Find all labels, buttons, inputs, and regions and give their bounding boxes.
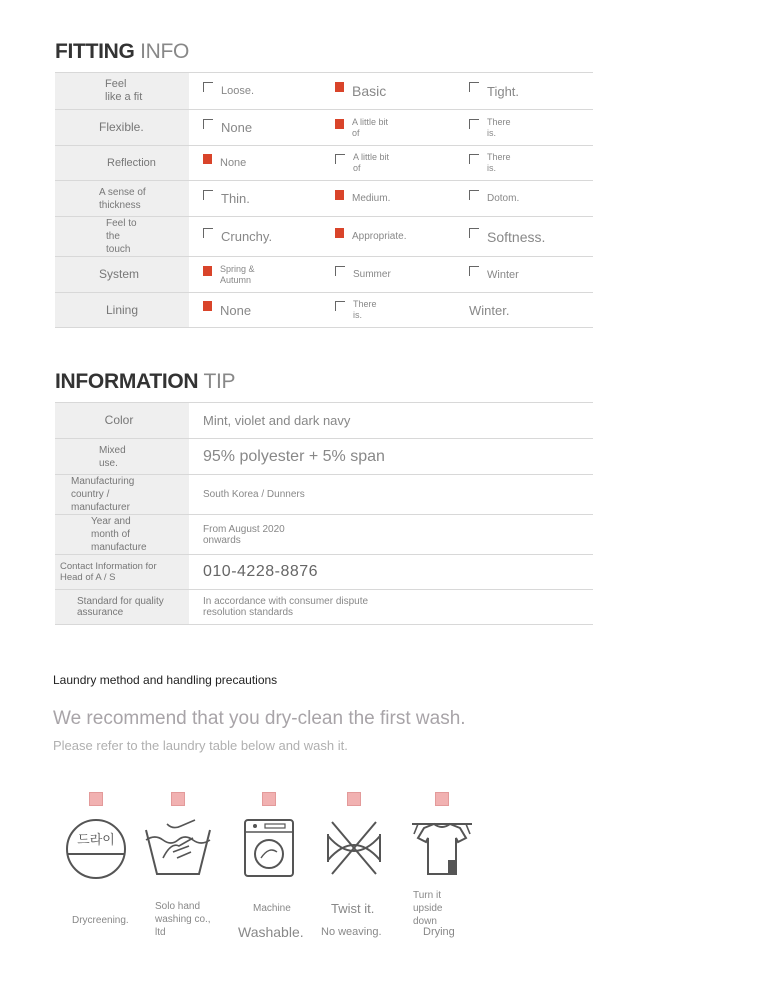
fitting-row [55,257,593,293]
info-label-date: Year and month of manufacture [55,515,189,555]
fitting-label-reflection: Reflection [55,146,189,181]
option-none[interactable]: None [189,120,323,135]
option-appropriate[interactable]: Appropriate. [323,231,457,242]
info-value-color: Mint, violet and dark navy [189,403,593,439]
checkbox-icon[interactable] [469,119,479,129]
hand-wash-icon [143,816,213,880]
info-row [55,475,593,515]
checkbox-checked-icon[interactable] [335,82,344,92]
info-value-manufacturer: South Korea / Dunners [189,475,593,515]
fitting-title-strong: FITTING [55,40,135,63]
checkbox-icon[interactable] [469,82,479,92]
washing-machine-icon [241,816,297,880]
laundry-refer: Please refer to the laundry table below and wash it. [53,738,348,753]
dry-clean-icon-text: 드라이 [77,833,115,848]
no-wring-icon [322,816,386,880]
option-there-is[interactable]: There is. [457,152,593,174]
care-label-dry-top: Turn it upside down [413,890,443,927]
fitting-row [55,73,593,110]
checkbox-icon[interactable] [203,190,213,200]
checkbox-icon[interactable] [203,228,213,238]
info-value-date: From August 2020 onwards [189,515,593,555]
care-hand-wash [138,792,218,880]
fitting-title-light: INFO [140,40,190,63]
checkbox-checked-icon[interactable] [203,266,212,276]
fitting-row [55,110,593,146]
checkbox-icon[interactable] [203,119,213,129]
option-medium[interactable]: Medium. [323,193,457,204]
checkbox-icon[interactable] [203,82,213,92]
fitting-row [55,293,593,328]
care-label-hand-wash: Solo hand washing co., ltd [155,901,211,938]
option-spring-autumn[interactable]: Spring & Autumn [189,264,323,286]
checkbox-icon[interactable] [469,266,479,276]
fitting-label-touch: Feel to the touch [55,217,189,257]
info-label-manufacturer: Manufacturing country / manufacturer [55,475,189,515]
checkbox-icon[interactable] [469,228,479,238]
care-marker [347,792,361,806]
info-row [55,403,593,439]
care-marker [262,792,276,806]
info-row [55,439,593,475]
checkbox-icon[interactable] [469,190,479,200]
option-summer[interactable]: Summer [323,269,457,280]
info-value-quality: In accordance with consumer dispute resolution standards [189,590,593,625]
option-basic[interactable]: Basic [323,83,457,99]
care-label-machine-bottom: Washable. [238,924,304,940]
care-marker [89,792,103,806]
info-label-quality: Standard for quality assurance [55,590,189,625]
care-label-twist-bottom: No weaving. [321,926,382,938]
option-a-little[interactable]: A little bit of [323,152,457,174]
fitting-label-lining: Lining [55,293,189,328]
checkbox-icon[interactable] [335,301,345,311]
option-loose[interactable]: Loose. [189,85,323,97]
laundry-heading: Laundry method and handling precautions [53,673,278,687]
info-title-strong: INFORMATION [55,370,199,393]
fitting-row [55,146,593,181]
care-label-machine-top: Machine [253,903,291,914]
fitting-label-fit: Feel like a fit [55,73,189,110]
option-winter-lining[interactable]: Winter. [469,302,510,318]
fitting-info-title [55,40,189,64]
hang-dry-icon [410,816,474,880]
fitting-label-flexible: Flexible. [55,110,189,146]
checkbox-checked-icon[interactable] [335,228,344,238]
care-hang-dry [402,792,482,880]
fitting-label-thickness: A sense of thickness [55,181,189,217]
checkbox-icon[interactable] [335,266,345,276]
checkbox-icon[interactable] [335,154,345,164]
info-row [55,555,593,590]
info-label-mixed-use: Mixed use. [55,439,189,475]
care-label-drycleaning: Drycreening. [72,915,129,926]
fitting-row [55,181,593,217]
care-marker [435,792,449,806]
option-tight[interactable]: Tight. [457,84,593,99]
care-label-dry-bottom: Drying [423,926,455,938]
information-table [55,402,593,625]
checkbox-checked-icon[interactable] [203,301,212,311]
care-drycleaning [56,792,136,880]
checkbox-icon[interactable] [469,154,479,164]
care-marker [171,792,185,806]
option-thin[interactable]: Thin. [189,191,323,206]
laundry-recommend: We recommend that you dry-clean the first wash. [53,708,466,729]
option-there-is[interactable]: There is. [323,299,457,321]
dry-clean-icon [64,816,128,880]
info-label-contact: Contact Information for Head of A / S [55,555,189,590]
option-dotom[interactable]: Dotom. [457,193,593,204]
fitting-label-system: System [55,257,189,293]
info-value-mixed-use: 95% polyester + 5% span [189,439,593,475]
checkbox-checked-icon[interactable] [335,190,344,200]
fitting-row [55,217,593,257]
info-title-light: TIP [203,370,236,393]
option-a-little[interactable]: A little bit of [323,117,457,139]
fitting-table [55,72,593,328]
care-no-wring [314,792,394,880]
option-crunchy[interactable]: Crunchy. [189,229,323,244]
info-row [55,515,593,555]
info-label-color: Color [55,403,189,439]
option-none[interactable]: None [189,157,323,169]
info-value-contact: 010-4228-8876 [189,555,593,590]
info-row [55,590,593,625]
option-none[interactable]: None [189,303,323,318]
information-tip-title [55,370,235,394]
care-label-twist-top: Twist it. [331,901,375,916]
option-softness[interactable]: Softness. [457,229,593,245]
checkbox-checked-icon[interactable] [203,154,212,164]
checkbox-checked-icon[interactable] [335,119,344,129]
option-winter[interactable]: Winter [457,269,593,281]
option-there-is[interactable]: There is. [457,117,593,139]
care-machine [229,792,309,880]
